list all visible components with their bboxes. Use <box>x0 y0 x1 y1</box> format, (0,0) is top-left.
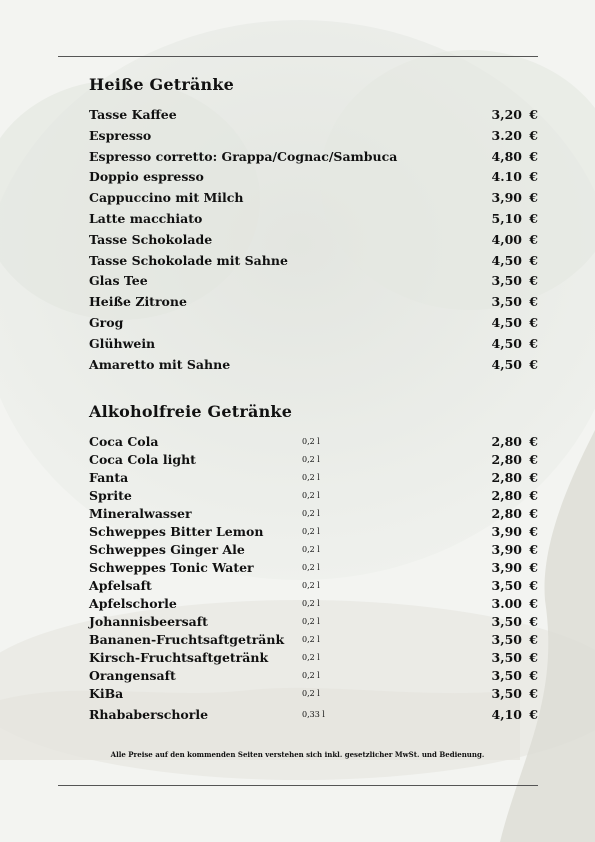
menu-item-row <box>89 614 538 632</box>
item-price: 4.10 <box>491 169 522 185</box>
menu-item-row <box>89 686 538 704</box>
item-name: Amaretto mit Sahne <box>89 356 231 372</box>
menu-item-row <box>89 169 538 187</box>
item-name: Mineralwasser <box>89 506 192 521</box>
currency-symbol: € <box>529 452 538 467</box>
currency-symbol: € <box>529 127 538 143</box>
currency-symbol: € <box>529 434 538 449</box>
item-size: 0,2 l <box>302 581 320 590</box>
item-price: 3,20 <box>491 107 522 122</box>
menu-item-row <box>89 273 538 291</box>
item-size: 0,2 l <box>302 545 320 554</box>
item-name: Bananen-Fruchtsaftgetränk <box>89 632 285 647</box>
currency-symbol: € <box>529 524 538 539</box>
item-size: 0,2 l <box>302 563 320 572</box>
item-size: 0,2 l <box>302 509 320 518</box>
currency-symbol: € <box>529 190 538 206</box>
item-name: Schweppes Ginger Ale <box>89 542 245 557</box>
currency-symbol: € <box>529 686 538 701</box>
item-size: 0,2 l <box>302 653 320 662</box>
item-name: Fanta <box>89 470 129 485</box>
menu-item-row <box>89 253 538 271</box>
item-price: 3.20 <box>491 127 522 143</box>
item-price: 4,00 <box>491 231 522 247</box>
menu-item-row <box>89 149 538 167</box>
item-price: 3,50 <box>491 614 522 629</box>
item-size: 0,2 l <box>302 671 320 680</box>
menu-item-row <box>89 707 538 725</box>
menu-item-row <box>89 434 538 452</box>
currency-symbol: € <box>529 169 538 185</box>
currency-symbol: € <box>529 578 538 593</box>
currency-symbol: € <box>529 356 538 372</box>
currency-symbol: € <box>529 315 538 330</box>
item-size: 0,2 l <box>302 437 320 446</box>
item-name: Espresso corretto: Grappa/Cognac/Sambuca <box>89 148 398 164</box>
currency-symbol: € <box>529 668 538 683</box>
currency-symbol: € <box>529 107 538 122</box>
menu-item-row <box>89 632 538 650</box>
top-divider <box>58 56 538 57</box>
menu-item-row <box>89 336 538 354</box>
currency-symbol: € <box>529 273 538 289</box>
item-name: Latte macchiato <box>89 211 203 226</box>
item-price: 4,50 <box>491 315 522 330</box>
currency-symbol: € <box>529 632 538 647</box>
item-price: 3,50 <box>491 650 522 665</box>
currency-symbol: € <box>529 560 538 575</box>
item-price: 4,80 <box>491 148 522 164</box>
item-price: 3,50 <box>491 273 522 289</box>
item-price: 3,50 <box>491 668 522 683</box>
currency-symbol: € <box>529 335 538 351</box>
section-title-hot-drinks: Heiße Getränke <box>89 75 235 94</box>
currency-symbol: € <box>529 707 538 722</box>
item-price: 3,50 <box>491 632 522 647</box>
item-name: Glas Tee <box>89 273 148 289</box>
currency-symbol: € <box>529 294 538 310</box>
item-size: 0,2 l <box>302 527 320 536</box>
item-price: 3,50 <box>491 294 522 310</box>
item-name: Sprite <box>89 488 132 503</box>
item-name: Kirsch-Fruchtsaftgetränk <box>89 650 269 665</box>
menu-item-row <box>89 488 538 506</box>
item-name: Coca Cola <box>89 434 159 449</box>
item-name: Coca Cola light <box>89 452 196 467</box>
section-title-soft-drinks: Alkoholfreie Getränke <box>89 402 293 421</box>
menu-item-row <box>89 211 538 229</box>
menu-item-row <box>89 128 538 146</box>
menu-item-row <box>89 650 538 668</box>
item-price: 2,80 <box>491 434 522 449</box>
currency-symbol: € <box>529 596 538 611</box>
item-name: Doppio espresso <box>89 169 204 185</box>
menu-item-row <box>89 452 538 470</box>
currency-symbol: € <box>529 211 538 226</box>
item-name: Schweppes Bitter Lemon <box>89 524 264 539</box>
item-name: Heiße Zitrone <box>89 294 187 310</box>
currency-symbol: € <box>529 506 538 521</box>
menu-item-row <box>89 107 538 125</box>
item-name: Tasse Schokolade mit Sahne <box>89 252 288 268</box>
menu-item-row <box>89 596 538 614</box>
menu-item-row <box>89 357 538 375</box>
item-price: 3,90 <box>491 542 522 557</box>
item-price: 3,90 <box>491 190 522 206</box>
item-name: Rhababerschorle <box>89 707 209 722</box>
item-price: 2,80 <box>491 452 522 467</box>
menu-item-row <box>89 190 538 208</box>
menu-item-row <box>89 470 538 488</box>
item-price: 3,50 <box>491 578 522 593</box>
item-price: 4,50 <box>491 335 522 351</box>
item-name: Johannisbeersaft <box>89 614 208 629</box>
menu-item-row <box>89 668 538 686</box>
currency-symbol: € <box>529 614 538 629</box>
item-name: Apfelsaft <box>89 578 152 593</box>
currency-symbol: € <box>529 650 538 665</box>
item-price: 3.00 <box>491 596 522 611</box>
item-name: Cappuccino mit Milch <box>89 190 244 206</box>
menu-item-row <box>89 560 538 578</box>
menu-item-row <box>89 315 538 333</box>
menu-item-row <box>89 542 538 560</box>
bottom-divider <box>58 785 538 786</box>
item-size: 0,2 l <box>302 635 320 644</box>
menu-item-row <box>89 294 538 312</box>
currency-symbol: € <box>529 488 538 503</box>
item-name: Tasse Kaffee <box>89 107 177 122</box>
currency-symbol: € <box>529 231 538 247</box>
item-price: 3,50 <box>491 686 522 701</box>
item-name: Espresso <box>89 127 152 143</box>
item-price: 2,80 <box>491 506 522 521</box>
menu-item-row <box>89 506 538 524</box>
menu-item-row <box>89 578 538 596</box>
item-name: KiBa <box>89 686 124 701</box>
item-size: 0,33 l <box>302 710 325 719</box>
item-price: 3,90 <box>491 560 522 575</box>
item-size: 0,2 l <box>302 455 320 464</box>
item-size: 0,2 l <box>302 473 320 482</box>
item-name: Grog <box>89 315 124 330</box>
item-name: Tasse Schokolade <box>89 231 213 247</box>
item-name: Apfelschorle <box>89 596 177 611</box>
currency-symbol: € <box>529 148 538 164</box>
item-price: 4,50 <box>491 252 522 268</box>
item-price: 4,10 <box>491 707 522 722</box>
item-price: 5,10 <box>491 211 522 226</box>
item-price: 2,80 <box>491 488 522 503</box>
item-name: Schweppes Tonic Water <box>89 560 254 575</box>
item-size: 0,2 l <box>302 599 320 608</box>
currency-symbol: € <box>529 470 538 485</box>
price-footnote: Alle Preise auf den kommenden Seiten verstehen sich inkl. gesetzlicher MwSt. und Bedienung. <box>110 750 485 759</box>
menu-item-row <box>89 232 538 250</box>
item-size: 0,2 l <box>302 689 320 698</box>
item-size: 0,2 l <box>302 491 320 500</box>
item-size: 0,2 l <box>302 617 320 626</box>
currency-symbol: € <box>529 252 538 268</box>
item-price: 3,90 <box>491 524 522 539</box>
currency-symbol: € <box>529 542 538 557</box>
menu-item-row <box>89 524 538 542</box>
item-name: Orangensaft <box>89 668 176 683</box>
item-name: Glühwein <box>89 335 156 351</box>
item-price: 4,50 <box>491 356 522 372</box>
item-price: 2,80 <box>491 470 522 485</box>
